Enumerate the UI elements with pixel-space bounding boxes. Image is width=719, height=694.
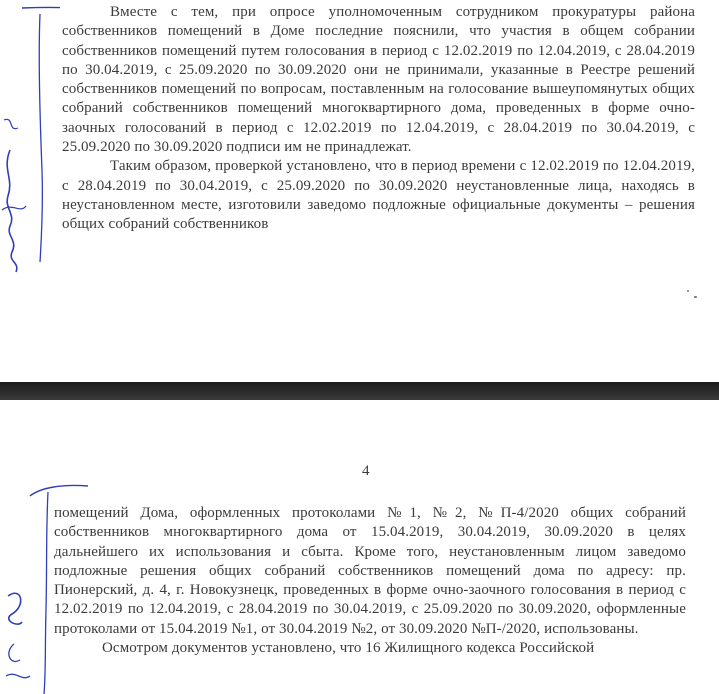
- paragraph-conclusion: Таким образом, проверкой установлено, что в период времени с 12.02.2019 по 12.04.2019, с 28.04.2019 по 30.04.2019, с 25.09.2020 по 30.09.2020 неустановленные лица, находясь в неустановленном месте, изготовили заведомо подложные официальные документы – решения общих собраний собственников: [62, 158, 695, 233]
- document-page-lower: [0, 400, 719, 694]
- paragraph-cut-off: Осмотром документов установлено, что 16 Жилищного кодекса Российской: [102, 640, 595, 657]
- paragraph-continuation: помещений Дома, оформленных протоколами №1, №2, №П-4/2020 общих собраний собственников многоквартирного дома от 15.04.2019, 30.04.2019, 30.09.2020 в целях дальнейшего их использования и сбыта. Кроме того, неустановленным лицом заведомо подложные решения общих собраний собственников помещений дома по адресу: пр. Пионерский, д. 4, г. Новокузнецк, проведенных в форме очно-заочного голосования в период с 12.02.2019 по 12.04.2019, с 28.04.2019 по 30.04.2019, с 25.09.2020 по 30.09.2020, оформленные протоколами от 15.04.2019 №1, от 30.04.2019 №2, от 30.09.2020 №П-/2020, использованы.: [54, 505, 686, 637]
- page-number: 4: [362, 463, 370, 479]
- page-separator: [0, 382, 719, 400]
- upper-page-text: [62, 3, 695, 235]
- paragraph-survey-results: Вместе с тем, при опросе уполномоченным сотрудником прокуратуры района собственников помещений в Доме последние пояснили, что участия в общем собрании собственников помещений путем голосования в период с 12.02.2019 по 12.04.2019, с 28.04.2019 по 30.04.2019, с 25.09.2020 по 30.09.2020 они не принимали, указанные в Реестре решений собственников помещений по вопросам, поставленным на голосование вышеупомянутых общих собраний собственников помещений многоквартирного дома, проведенных в форме очно-заочных голосований в период с 12.02.2019 по 12.04.2019, с 28.04.2019 по 30.04.2019, с 25.09.2020 по 30.09.2020 подписи им не принадлежат.: [62, 4, 695, 156]
- lower-page-text: [54, 504, 686, 658]
- handwritten-signature-left-upper: [0, 0, 60, 280]
- scan-speck: [694, 296, 697, 298]
- scan-speck: [687, 290, 689, 292]
